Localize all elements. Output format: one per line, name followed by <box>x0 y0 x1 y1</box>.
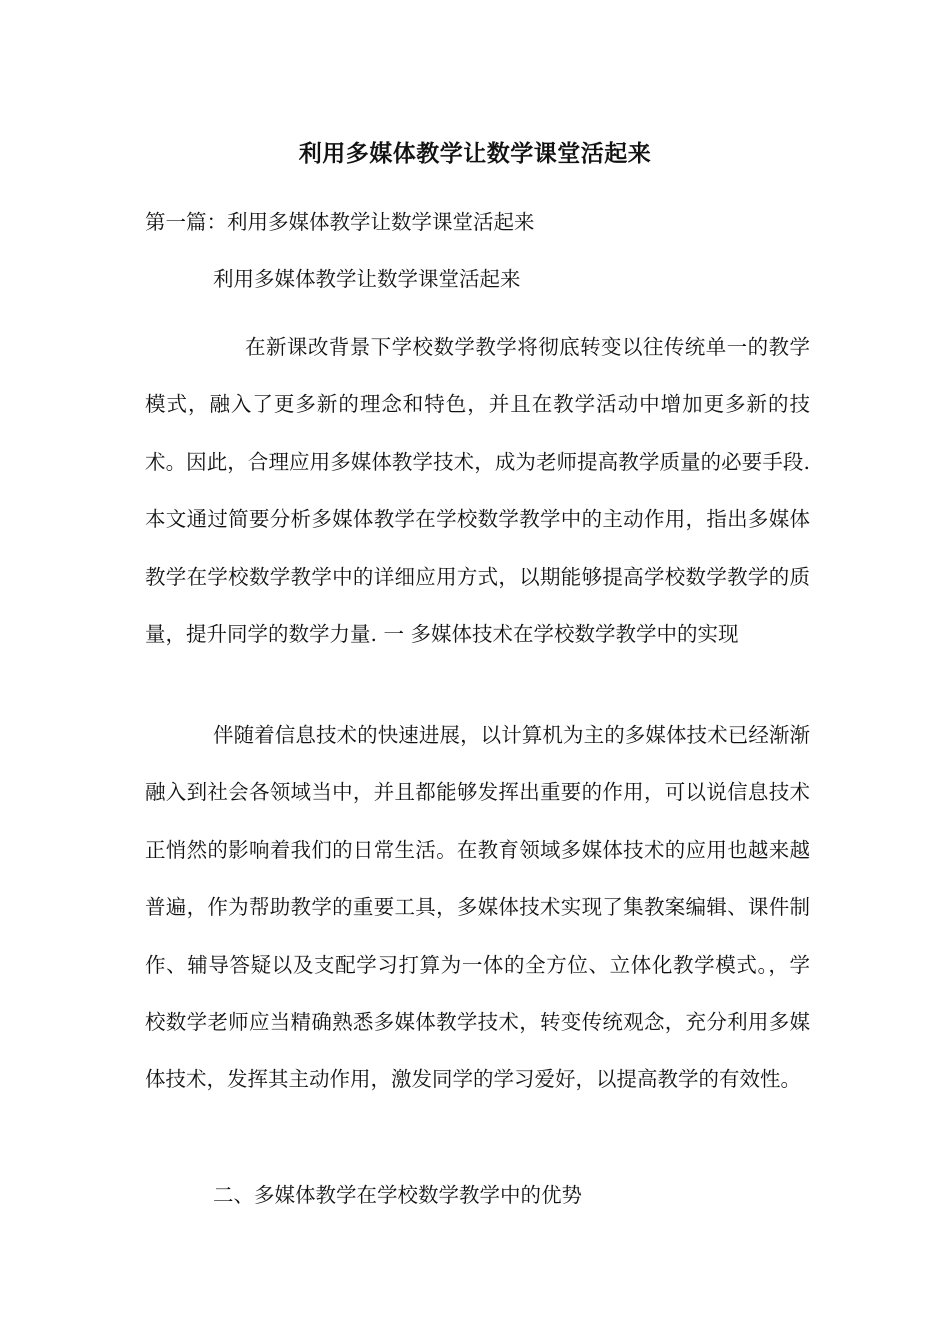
chapter-heading: 第一篇：利用多媒体教学让数学课堂活起来 <box>145 210 535 234</box>
document-subtitle: 利用多媒体教学让数学课堂活起来 <box>213 267 521 291</box>
section-heading: 二、多媒体教学在学校数学教学中的优势 <box>213 1183 582 1207</box>
document-title: 利用多媒体教学让数学课堂活起来 <box>298 140 652 167</box>
paragraph-intro: 在新课改背景下学校数学教学将彻底转变以往传统单一的教学模式，融入了更多新的理念和特色，并且在教学活动中增加更多新的技术。因此，合理应用多媒体教学技术，成为老师提高教学质量的必要手段.本文通过简要分析多媒体教学在学校数学教学中的主动作用，指出多媒体教学在学校数学教学中的详细应用方式，以期能够提高学校数学教学的质量，提升同学的数学力量. 一 多媒体技术在学校数学教学中的实现 <box>145 335 810 647</box>
paragraph-multimedia: 伴随着信息技术的快速进展，以计算机为主的多媒体技术已经渐渐融入到社会各领域当中，并且都能够发挥出重要的作用，可以说信息技术正悄然的影响着我们的日常生活。在教育领域多媒体技术的应用也越来越普遍，作为帮助教学的重要工具，多媒体技术实现了集教案编辑、课件制作、辅导答疑以及支配学习打算为一体的全方位、立体化教学模式。，学校数学老师应当精确熟悉多媒体教学技术，转变传统观念，充分利用多媒体技术，发挥其主动作用，激发同学的学习爱好，以提高教学的有效性。 <box>145 723 810 1092</box>
